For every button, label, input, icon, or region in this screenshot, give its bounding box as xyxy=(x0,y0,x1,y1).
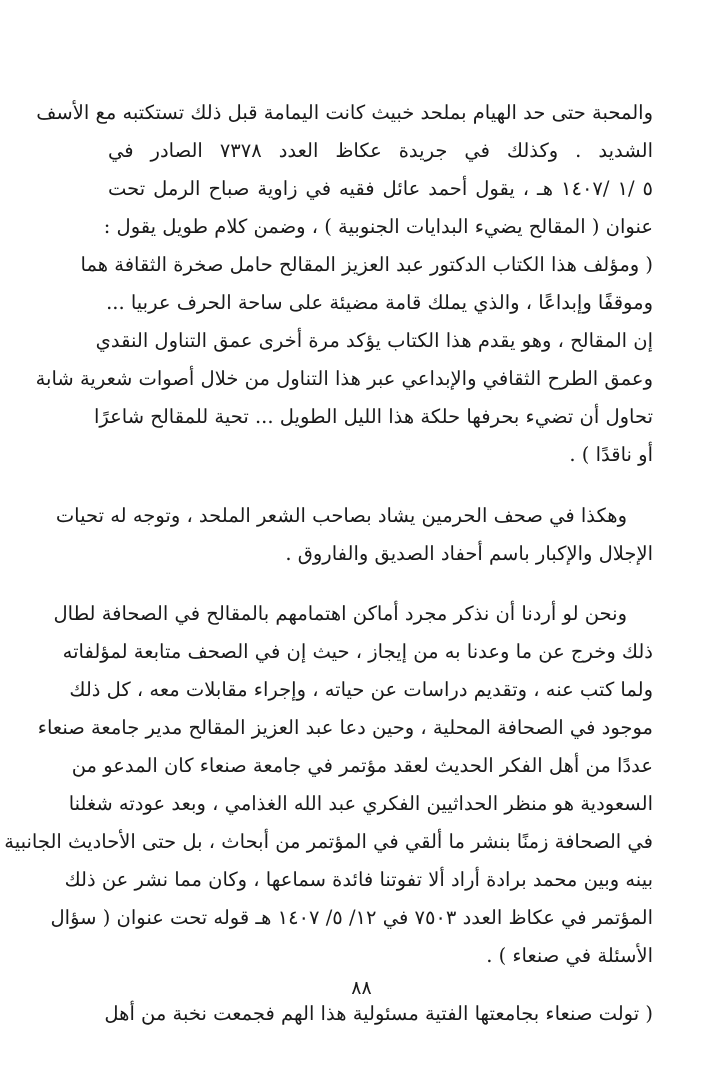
text-line: ذلك وخرج عن ما وعدنا به من إيجاز ، حيث إن في الصحف متابعة لمؤلفاته xyxy=(62,640,653,663)
text-line: والمحبة حتى حد الهيام بملحد خبيث كانت اليمامة قبل ذلك تستكتبه مع الأسف xyxy=(36,101,653,124)
text-line: ( ومؤلف هذا الكتاب الدكتور عبد العزيز المقالح حامل صخرة الثقافة هما xyxy=(80,253,653,276)
text-line: وعمق الطرح الثقافي والإبداعي عبر هذا التناول من خلال أصوات شعرية شابة xyxy=(35,367,653,390)
paragraph-press-interest xyxy=(4,595,653,975)
text-line: في الصحافة زمنًا بنشر ما ألقي في المؤتمر من أبحاث ، بل حتى الأحاديث الجانبية xyxy=(4,830,653,853)
paragraph-haramain xyxy=(55,497,653,573)
text-line: الإجلال والإكبار باسم أحفاد الصديق والفاروق . xyxy=(285,542,653,565)
text-line: وهكذا في صحف الحرمين يشاد بصاحب الشعر الملحد ، وتوجه له تحيات xyxy=(55,504,627,527)
text-line: بينه وبين محمد برادة أراد ألا تفوتنا فائدة سماعها ، وكان مما نشر عن ذلك xyxy=(64,868,653,891)
paragraph-quote-okaz xyxy=(35,94,653,474)
text-line: السعودية هو منظر الحداثيين الفكري عبد الله الغذامي ، وبعد عودته شغلنا xyxy=(68,792,653,815)
text-line: موجود في الصحافة المحلية ، وحين دعا عبد العزيز المقالح مدير جامعة صنعاء xyxy=(37,716,653,739)
text-line: وموقفًا وإبداعًا ، والذي يملك قامة مضيئة على ساحة الحرف عربيا ... xyxy=(106,291,653,314)
text-line: ونحن لو أردنا أن نذكر مجرد أماكن اهتمامهم بالمقالح في الصحافة لطال xyxy=(53,602,627,625)
paragraph-sanaa-quote xyxy=(104,995,653,1033)
text-line: الأسئلة في صنعاء ) . xyxy=(486,944,653,967)
text-line: عنوان ( المقالح يضيء البدايات الجنوبية ) ، وضمن كلام طويل يقول : xyxy=(103,215,653,238)
text-line: تحاول أن تضيء بحرفها حلكة هذا الليل الطويل ... تحية للمقالح شاعرًا xyxy=(93,405,653,428)
text-line: ٥ /١ /١٤٠٧ هـ ، يقول أحمد عائل فقيه في زاوية صباح الرمل تحت xyxy=(108,177,653,200)
page-number: ٨٨ xyxy=(351,977,372,999)
text-line: ( تولت صنعاء بجامعتها الفتية مسئولية هذا الهم فجمعت نخبة من أهل xyxy=(104,1002,653,1025)
text-line: الشديد . وكذلك في جريدة عكاظ العدد ٧٣٧٨ الصادر في xyxy=(108,139,653,162)
page-body xyxy=(4,94,653,1033)
text-line: عددًا من أهل الفكر الحديث لعقد مؤتمر في جامعة صنعاء كان المدعو من xyxy=(71,754,653,777)
text-line: ولما كتب عنه ، وتقديم دراسات عن حياته ، وإجراء مقابلات معه ، كل ذلك xyxy=(69,678,653,701)
text-line: أو ناقدًا ) . xyxy=(569,443,653,466)
text-line: إن المقالح ، وهو يقدم هذا الكتاب يؤكد مرة أخرى عمق التناول النقدي xyxy=(95,329,653,352)
text-line: المؤتمر في عكاظ العدد ٧٥٠٣ في ١٢/ ٥/ ١٤٠٧ هـ قوله تحت عنوان ( سؤال xyxy=(50,906,653,929)
